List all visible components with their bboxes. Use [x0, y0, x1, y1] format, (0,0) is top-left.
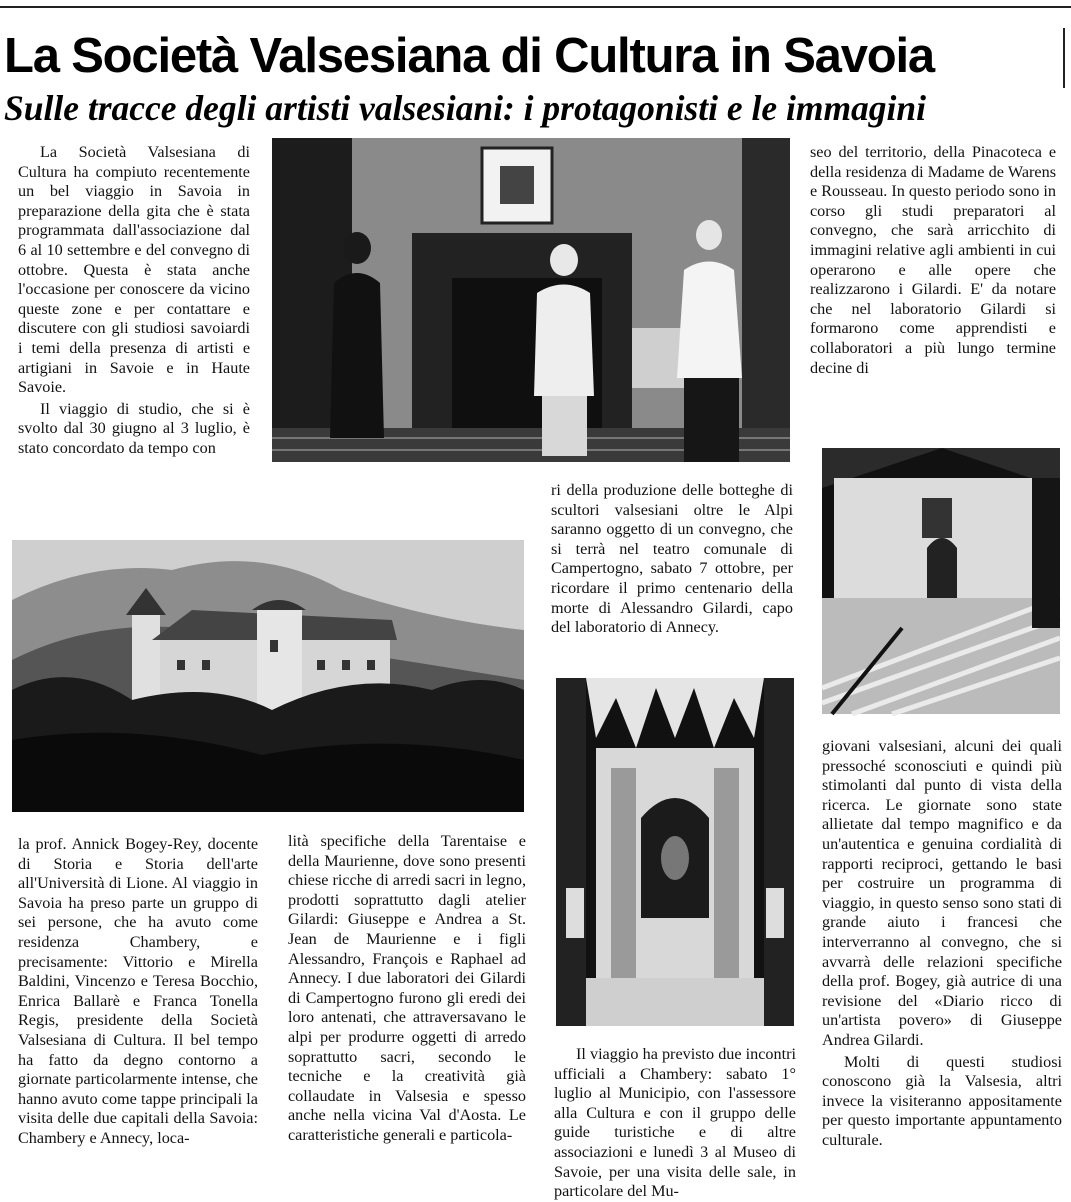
column-1-top	[18, 143, 250, 465]
right-edge-rule	[1063, 28, 1065, 88]
column-3-middle	[551, 481, 793, 661]
column-1-bottom	[18, 835, 258, 1164]
paragraph: giovani valsesiani, alcuni dei quali pressoché sconosciuti e quindi più stimolanti dal punto di vista della ricerca. Le giornate sono state allietate dal tempo magnifico e da un'autentica e genuina cordialità di rapporti reciproci, gettando le basi per costruire un programma di viaggio, in questo senso sono stati di grande aiuto i francesi che interverranno al convegno, che si avvarrà delle relazioni specifiche della prof. Bogey, già autrice di una revisione del «Diario ricco di un'artista povero» di Giuseppe Andrea Gilardi.	[822, 737, 1062, 1049]
paragraph: La Società Valsesiana di Cultura ha compiuto recentemente un bel viaggio in Savoia in preparazione della gita che è stata programmata dall'associazione dal 6 al 10 settembre e del convegno di ottobre. Questa è stata anche l'occasione per conoscere da vicino queste zone e per contattare e discutere con gli studiosi savoiardi i temi della presenza di artisti e artigiani in Savoie e in Haute Savoie.	[18, 143, 250, 397]
column-3-bottom	[554, 1045, 796, 1201]
paragraph: la prof. Annick Bogey-Rey, docente di Storia e Storia dell'arte all'Università di Lione. Al viaggio in Savoia ha preso parte un gruppo di sei persone, che ha avuto come residenza Chambery, e precisamente: Vittorio e Mirella Baldini, Vincenzo e Teresa Bocchio, Enrica Ballarè e Franca Tonella Regis, presidente della Società Valsesiana di Cultura. Il bel tempo ha fatto da degno contorno a giornate particolarmente intense, che hanno avuto come tappe principali la visita delle due capitali della Savoia: Chambery e Annecy, loca-	[18, 835, 258, 1147]
article-headline: La Società Valsesiana di Cultura in Savoia	[4, 29, 934, 83]
paragraph: lità specifiche della Tarentaise e della Maurienne, dove sono presenti chiese ricche di arredi sacri in legno, prodotti soprattutto dagli atelier Gilardi: Giuseppe e Andrea a St. Jean de Maurienne e i figli Alessandro, François e Raphael ad Annecy. I due laboratori dei Gilardi di Campertogno furono gli eredi dei loro antenati, che attraversavano le alpi per produrre oggetti di arredo soprattutto sacri, secondo le tecniche e la creatività già collaudate in Valsesia e spesso anche nella vicina Val d'Aosta. Le caratteristiche generali e particola-	[288, 832, 526, 1144]
paragraph: ri della produzione delle botteghe di scultori valsesiani oltre le Alpi saranno oggetto di un convegno, che si terrà nel teatro comunale di Campertogno, sabato 7 ottobre, per ricordare il primo centenario della morte di Alessandro Gilardi, capo del laboratorio di Annecy.	[551, 481, 793, 637]
photo-church-facade	[822, 448, 1060, 714]
paragraph: Molti di questi studiosi conoscono già la Valsesia, altri invece la visiteranno appositamente per questo importante appuntamento culturale.	[822, 1052, 1062, 1149]
photo-castle	[12, 540, 524, 812]
top-rule	[0, 6, 1071, 8]
article-subheadline: Sulle tracce degli artisti valsesiani: i protagonisti e le immagini	[4, 88, 927, 128]
paragraph: seo del territorio, della Pinacoteca e della residenza di Madame de Warens e Rousseau. In questo periodo sono in corso gli studi preparatori al convegno, che sarà arricchito di immagini relative agli ambienti in cui operarono e alle opere che realizzarono i Gilardi. E' da notare che nel laboratorio Gilardi si formarono come apprendisti e collaboratori a più lungo termine decine di	[810, 143, 1056, 377]
photo-meeting-room	[272, 138, 790, 462]
column-4-top	[810, 143, 1056, 381]
paragraph: Il viaggio di studio, che si è svolto dal 30 giugno al 3 luglio, è stato concordato da tempo con	[18, 399, 250, 457]
paragraph: Il viaggio ha previsto due incontri ufficiali a Chambery: sabato 1° luglio al Municipio, con l'assessore alla Cultura e con il gruppo delle guide turistiche e di altre associazioni e lunedì 3 al Museo di Savoie, per una visita delle sale, in particolare del Mu-	[554, 1045, 796, 1201]
column-2-bottom	[288, 832, 526, 1164]
column-4-bottom	[822, 737, 1062, 1164]
photo-altar	[556, 678, 794, 1026]
